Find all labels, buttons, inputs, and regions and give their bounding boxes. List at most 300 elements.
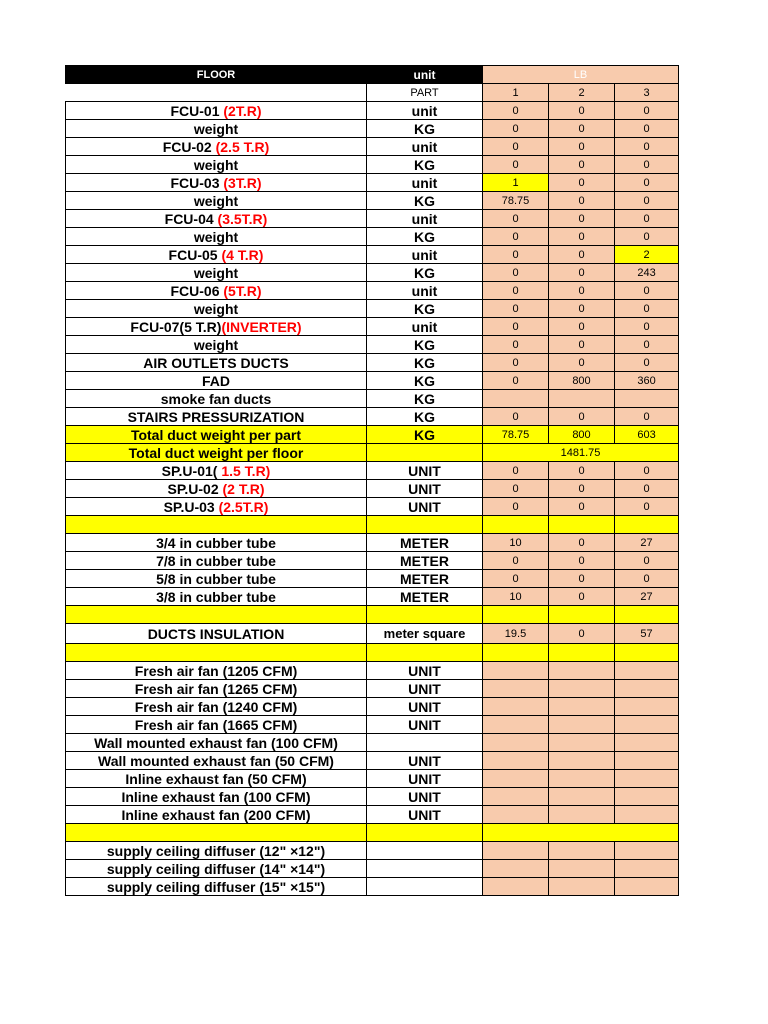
part-value-3: 603 [615, 426, 679, 444]
table-row [66, 336, 679, 354]
part-value-3: 0 [615, 318, 679, 336]
unit-cell [367, 860, 483, 878]
unit-cell [367, 878, 483, 896]
part-value-1: 0 [483, 372, 549, 390]
table-row [66, 680, 679, 698]
unit-cell: UNIT [367, 770, 483, 788]
unit-cell [367, 842, 483, 860]
part-value-3: 0 [615, 552, 679, 570]
item-label [66, 588, 367, 606]
table-row [66, 318, 679, 336]
part-value-1 [483, 734, 549, 752]
unit-cell: METER [367, 570, 483, 588]
part-value-3: 0 [615, 300, 679, 318]
part-value-3: 0 [615, 462, 679, 480]
unit-cell: unit [367, 102, 483, 120]
item-label [66, 806, 367, 824]
floor-total-value: 1481.75 [483, 444, 679, 462]
part-value-3 [615, 860, 679, 878]
table-row [66, 716, 679, 734]
part-value-3: 0 [615, 498, 679, 516]
item-label [66, 734, 367, 752]
unit-cell: UNIT [367, 698, 483, 716]
part-value-1: 0 [483, 246, 549, 264]
part-value-3: 0 [615, 192, 679, 210]
table-row [66, 192, 679, 210]
table-row [66, 662, 679, 680]
unit-cell: METER [367, 534, 483, 552]
item-name: supply ceiling diffuser (15" ×15") [106, 878, 326, 895]
table-row [66, 462, 679, 480]
part-value-2: 0 [549, 408, 615, 426]
part-value-2 [549, 716, 615, 734]
part-value-2 [549, 752, 615, 770]
part-value-2: 0 [549, 156, 615, 174]
table-row [66, 734, 679, 752]
table-row [66, 806, 679, 824]
part-value-2 [549, 788, 615, 806]
part-value-3 [615, 680, 679, 698]
item-name: FCU-03 [170, 174, 224, 191]
unit-cell [367, 516, 483, 534]
unit-cell: UNIT [367, 806, 483, 824]
part-value-1: 0 [483, 264, 549, 282]
part-value-1: 0 [483, 300, 549, 318]
item-name: Wall mounted exhaust fan (100 CFM) [94, 734, 338, 751]
part-value-2 [549, 734, 615, 752]
quantity-sheet-table [65, 65, 679, 896]
part-value-3 [615, 716, 679, 734]
part-value-1: 0 [483, 480, 549, 498]
item-name: SP.U-03 [163, 498, 219, 515]
part-value-3: 0 [615, 570, 679, 588]
part-value-3 [615, 788, 679, 806]
table-row [66, 698, 679, 716]
item-name: FCU-04 [164, 210, 218, 227]
table-row [66, 752, 679, 770]
item-name: FCU-02 [162, 138, 216, 155]
item-name: 3/8 in cubber tube [156, 588, 276, 605]
item-name: DUCTS INSULATION [147, 625, 285, 642]
item-label [66, 282, 367, 300]
unit-cell: KG [367, 300, 483, 318]
item-label [66, 246, 367, 264]
part-value-1: 0 [483, 570, 549, 588]
part-value-2: 0 [549, 210, 615, 228]
table-row [66, 788, 679, 806]
item-label [66, 102, 367, 120]
unit-cell: meter square [367, 624, 483, 644]
part-value-2 [549, 606, 615, 624]
item-name: supply ceiling diffuser (14" ×14") [106, 860, 326, 877]
unit-cell: KG [367, 192, 483, 210]
unit-cell: unit [367, 318, 483, 336]
item-label [66, 606, 367, 624]
item-label [66, 318, 367, 336]
unit-cell: KG [367, 120, 483, 138]
part-value-3: 0 [615, 480, 679, 498]
table-row [66, 480, 679, 498]
item-label [66, 552, 367, 570]
table-row [66, 516, 679, 534]
part-value-2: 0 [549, 120, 615, 138]
part-value-2 [549, 842, 615, 860]
unit-cell [367, 824, 483, 842]
item-capacity: (2 T.R) [222, 480, 265, 497]
item-label [66, 228, 367, 246]
item-label [66, 498, 367, 516]
item-label [66, 300, 367, 318]
part-value-2: 0 [549, 354, 615, 372]
part-value-3: 0 [615, 336, 679, 354]
unit-cell: METER [367, 588, 483, 606]
item-name: weight [193, 228, 239, 245]
part-value-1: 19.5 [483, 624, 549, 644]
item-name: weight [193, 264, 239, 281]
unit-cell [367, 606, 483, 624]
table-row [66, 624, 679, 644]
part-value-1 [483, 752, 549, 770]
unit-cell: UNIT [367, 752, 483, 770]
item-label [66, 662, 367, 680]
part-value-1: 0 [483, 408, 549, 426]
part-value-2 [549, 698, 615, 716]
item-label [66, 752, 367, 770]
item-name: 3/4 in cubber tube [156, 534, 276, 551]
part-value-3: 0 [615, 354, 679, 372]
part-value-1: 78.75 [483, 426, 549, 444]
table-row [66, 498, 679, 516]
part-value-3 [615, 752, 679, 770]
part-value-2: 0 [549, 246, 615, 264]
table-row [66, 354, 679, 372]
part-value-3: 27 [615, 588, 679, 606]
item-label [66, 480, 367, 498]
item-label [66, 390, 367, 408]
table-row [66, 228, 679, 246]
table-row [66, 588, 679, 606]
part-number-1: 1 [483, 84, 549, 102]
table-row [66, 534, 679, 552]
item-name: Total duct weight per floor [128, 444, 304, 461]
item-name: STAIRS PRESSURIZATION [127, 408, 305, 425]
part-value-1: 0 [483, 228, 549, 246]
part-value-1 [483, 516, 549, 534]
item-name: FCU-01 [170, 102, 224, 119]
table-row [66, 102, 679, 120]
item-name: Fresh air fan (1240 CFM) [134, 698, 298, 715]
part-value-1 [483, 698, 549, 716]
item-label [66, 192, 367, 210]
part-value-2 [549, 806, 615, 824]
part-value-1: 10 [483, 534, 549, 552]
part-number-2: 2 [549, 84, 615, 102]
part-value-1: 0 [483, 318, 549, 336]
part-value-1 [483, 390, 549, 408]
table-row [66, 824, 679, 842]
table-row [66, 174, 679, 192]
item-capacity: (3.5T.R) [217, 210, 268, 227]
table-row [66, 390, 679, 408]
table-row [66, 426, 679, 444]
item-label [66, 462, 367, 480]
unit-cell: UNIT [367, 480, 483, 498]
part-value-2: 0 [549, 318, 615, 336]
unit-cell [367, 644, 483, 662]
table-row [66, 156, 679, 174]
part-value-2 [549, 860, 615, 878]
part-value-3: 0 [615, 120, 679, 138]
part-value-2: 0 [549, 336, 615, 354]
item-label [66, 788, 367, 806]
item-label [66, 842, 367, 860]
part-value-3: 0 [615, 408, 679, 426]
item-name: weight [193, 192, 239, 209]
unit-cell: KG [367, 426, 483, 444]
unit-cell: UNIT [367, 680, 483, 698]
item-name: Fresh air fan (1265 CFM) [134, 680, 298, 697]
table-row [66, 246, 679, 264]
part-value-1: 78.75 [483, 192, 549, 210]
item-label [66, 680, 367, 698]
item-label [66, 156, 367, 174]
item-label [66, 372, 367, 390]
part-value-2: 0 [549, 228, 615, 246]
unit-cell [367, 444, 483, 462]
unit-header: unit [367, 66, 483, 84]
unit-cell: UNIT [367, 716, 483, 734]
item-name: Inline exhaust fan (50 CFM) [125, 770, 307, 787]
part-value-2: 0 [549, 588, 615, 606]
unit-cell: UNIT [367, 462, 483, 480]
part-value-1: 0 [483, 354, 549, 372]
part-value-2: 0 [549, 102, 615, 120]
part-value-3 [615, 606, 679, 624]
table-row [66, 570, 679, 588]
part-row [66, 84, 679, 102]
part-value-1 [483, 860, 549, 878]
part-value-3: 0 [615, 282, 679, 300]
table-row [66, 282, 679, 300]
unit-cell: KG [367, 264, 483, 282]
unit-cell: KG [367, 372, 483, 390]
part-value-2 [549, 516, 615, 534]
part-value-1: 0 [483, 138, 549, 156]
table-row [66, 842, 679, 860]
item-label [66, 426, 367, 444]
item-name: weight [193, 336, 239, 353]
item-label [66, 698, 367, 716]
item-capacity: (2T.R) [223, 102, 262, 119]
unit-cell: METER [367, 552, 483, 570]
table-row [66, 444, 679, 462]
lb-header: LB [483, 66, 679, 84]
part-value-2: 0 [549, 480, 615, 498]
table-row [66, 120, 679, 138]
part-value-1: 0 [483, 102, 549, 120]
table-row [66, 210, 679, 228]
floor-header: FLOOR [66, 66, 367, 84]
table-row [66, 300, 679, 318]
part-value-1: 0 [483, 210, 549, 228]
unit-cell: unit [367, 210, 483, 228]
part-value-2: 0 [549, 300, 615, 318]
part-value-2: 0 [549, 138, 615, 156]
part-value-3 [615, 806, 679, 824]
part-value-3 [615, 390, 679, 408]
unit-cell: KG [367, 156, 483, 174]
part-value-3 [615, 698, 679, 716]
part-value-3 [615, 662, 679, 680]
part-value-2 [549, 878, 615, 896]
part-value-1: 0 [483, 498, 549, 516]
unit-cell: KG [367, 354, 483, 372]
item-name: FAD [202, 372, 230, 389]
blank-merged-cell [483, 824, 679, 842]
item-name: FCU-06 [170, 282, 224, 299]
item-label [66, 174, 367, 192]
part-value-1: 0 [483, 282, 549, 300]
part-value-2 [549, 680, 615, 698]
item-capacity: (INVERTER) [221, 318, 302, 335]
part-value-1: 10 [483, 588, 549, 606]
unit-cell: unit [367, 174, 483, 192]
part-label: PART [367, 84, 483, 102]
item-name: Inline exhaust fan (100 CFM) [121, 788, 311, 805]
unit-cell: UNIT [367, 662, 483, 680]
unit-cell: UNIT [367, 788, 483, 806]
item-name: FCU-05 [168, 246, 222, 263]
item-name: supply ceiling diffuser (12" ×12") [106, 842, 326, 859]
part-value-3: 57 [615, 624, 679, 644]
item-name: Fresh air fan (1665 CFM) [134, 716, 298, 733]
item-name: Inline exhaust fan (200 CFM) [121, 806, 311, 823]
item-label [66, 716, 367, 734]
item-label [66, 516, 367, 534]
item-label [66, 878, 367, 896]
part-value-1 [483, 806, 549, 824]
item-name: Fresh air fan (1205 CFM) [134, 662, 298, 679]
table-row [66, 878, 679, 896]
part-value-1: 0 [483, 120, 549, 138]
item-label [66, 860, 367, 878]
item-name: weight [193, 156, 239, 173]
unit-cell: KG [367, 228, 483, 246]
part-value-3: 2 [615, 246, 679, 264]
item-name: smoke fan ducts [160, 390, 272, 407]
part-value-2 [549, 770, 615, 788]
part-value-1: 0 [483, 156, 549, 174]
unit-cell: UNIT [367, 498, 483, 516]
unit-cell: unit [367, 138, 483, 156]
part-value-3 [615, 516, 679, 534]
unit-cell [367, 734, 483, 752]
item-name: weight [193, 120, 239, 137]
item-name: weight [193, 300, 239, 317]
part-value-2 [549, 390, 615, 408]
item-capacity: (2.5 T.R) [215, 138, 270, 155]
part-value-1 [483, 606, 549, 624]
item-label [66, 444, 367, 462]
part-value-3: 360 [615, 372, 679, 390]
part-value-3: 27 [615, 534, 679, 552]
part-value-3: 0 [615, 156, 679, 174]
item-label [66, 534, 367, 552]
part-value-1: 0 [483, 552, 549, 570]
item-label [66, 336, 367, 354]
part-value-3 [615, 878, 679, 896]
part-value-2: 0 [549, 624, 615, 644]
item-label [66, 624, 367, 644]
part-value-3 [615, 734, 679, 752]
item-label [66, 770, 367, 788]
part-value-2: 0 [549, 264, 615, 282]
table-row [66, 372, 679, 390]
unit-cell: KG [367, 336, 483, 354]
part-value-3 [615, 770, 679, 788]
part-value-3 [615, 842, 679, 860]
part-value-2: 800 [549, 426, 615, 444]
item-label [66, 408, 367, 426]
part-value-2: 0 [549, 570, 615, 588]
part-value-2: 800 [549, 372, 615, 390]
item-label [66, 264, 367, 282]
part-value-3: 0 [615, 210, 679, 228]
item-label [66, 120, 367, 138]
part-value-3 [615, 644, 679, 662]
item-name: Total duct weight per part [130, 426, 302, 443]
item-label [66, 570, 367, 588]
part-value-3: 0 [615, 102, 679, 120]
part-row-blank [66, 84, 367, 102]
part-value-3: 243 [615, 264, 679, 282]
table-row [66, 644, 679, 662]
unit-cell: unit [367, 246, 483, 264]
item-label [66, 210, 367, 228]
item-name: 5/8 in cubber tube [156, 570, 276, 587]
table-row [66, 138, 679, 156]
item-name: AIR OUTLETS DUCTS [143, 354, 289, 371]
part-value-2 [549, 662, 615, 680]
part-value-1 [483, 788, 549, 806]
part-value-3: 0 [615, 228, 679, 246]
table-row [66, 264, 679, 282]
part-value-1 [483, 644, 549, 662]
part-value-2: 0 [549, 192, 615, 210]
item-capacity: (2.5T.R) [218, 498, 269, 515]
part-number-3: 3 [615, 84, 679, 102]
part-value-1 [483, 842, 549, 860]
part-value-1 [483, 716, 549, 734]
table-row [66, 860, 679, 878]
item-label [66, 354, 367, 372]
part-value-2: 0 [549, 174, 615, 192]
part-value-1: 1 [483, 174, 549, 192]
part-value-2: 0 [549, 282, 615, 300]
part-value-3: 0 [615, 174, 679, 192]
part-value-3: 0 [615, 138, 679, 156]
table-row [66, 770, 679, 788]
item-name: Wall mounted exhaust fan (50 CFM) [98, 752, 334, 769]
item-capacity: (3T.R) [223, 174, 262, 191]
unit-cell: KG [367, 390, 483, 408]
item-name: FCU-07(5 T.R) [130, 318, 222, 335]
item-label [66, 824, 367, 842]
part-value-2: 0 [549, 552, 615, 570]
item-label [66, 644, 367, 662]
item-capacity: (4 T.R) [221, 246, 264, 263]
table-row [66, 606, 679, 624]
